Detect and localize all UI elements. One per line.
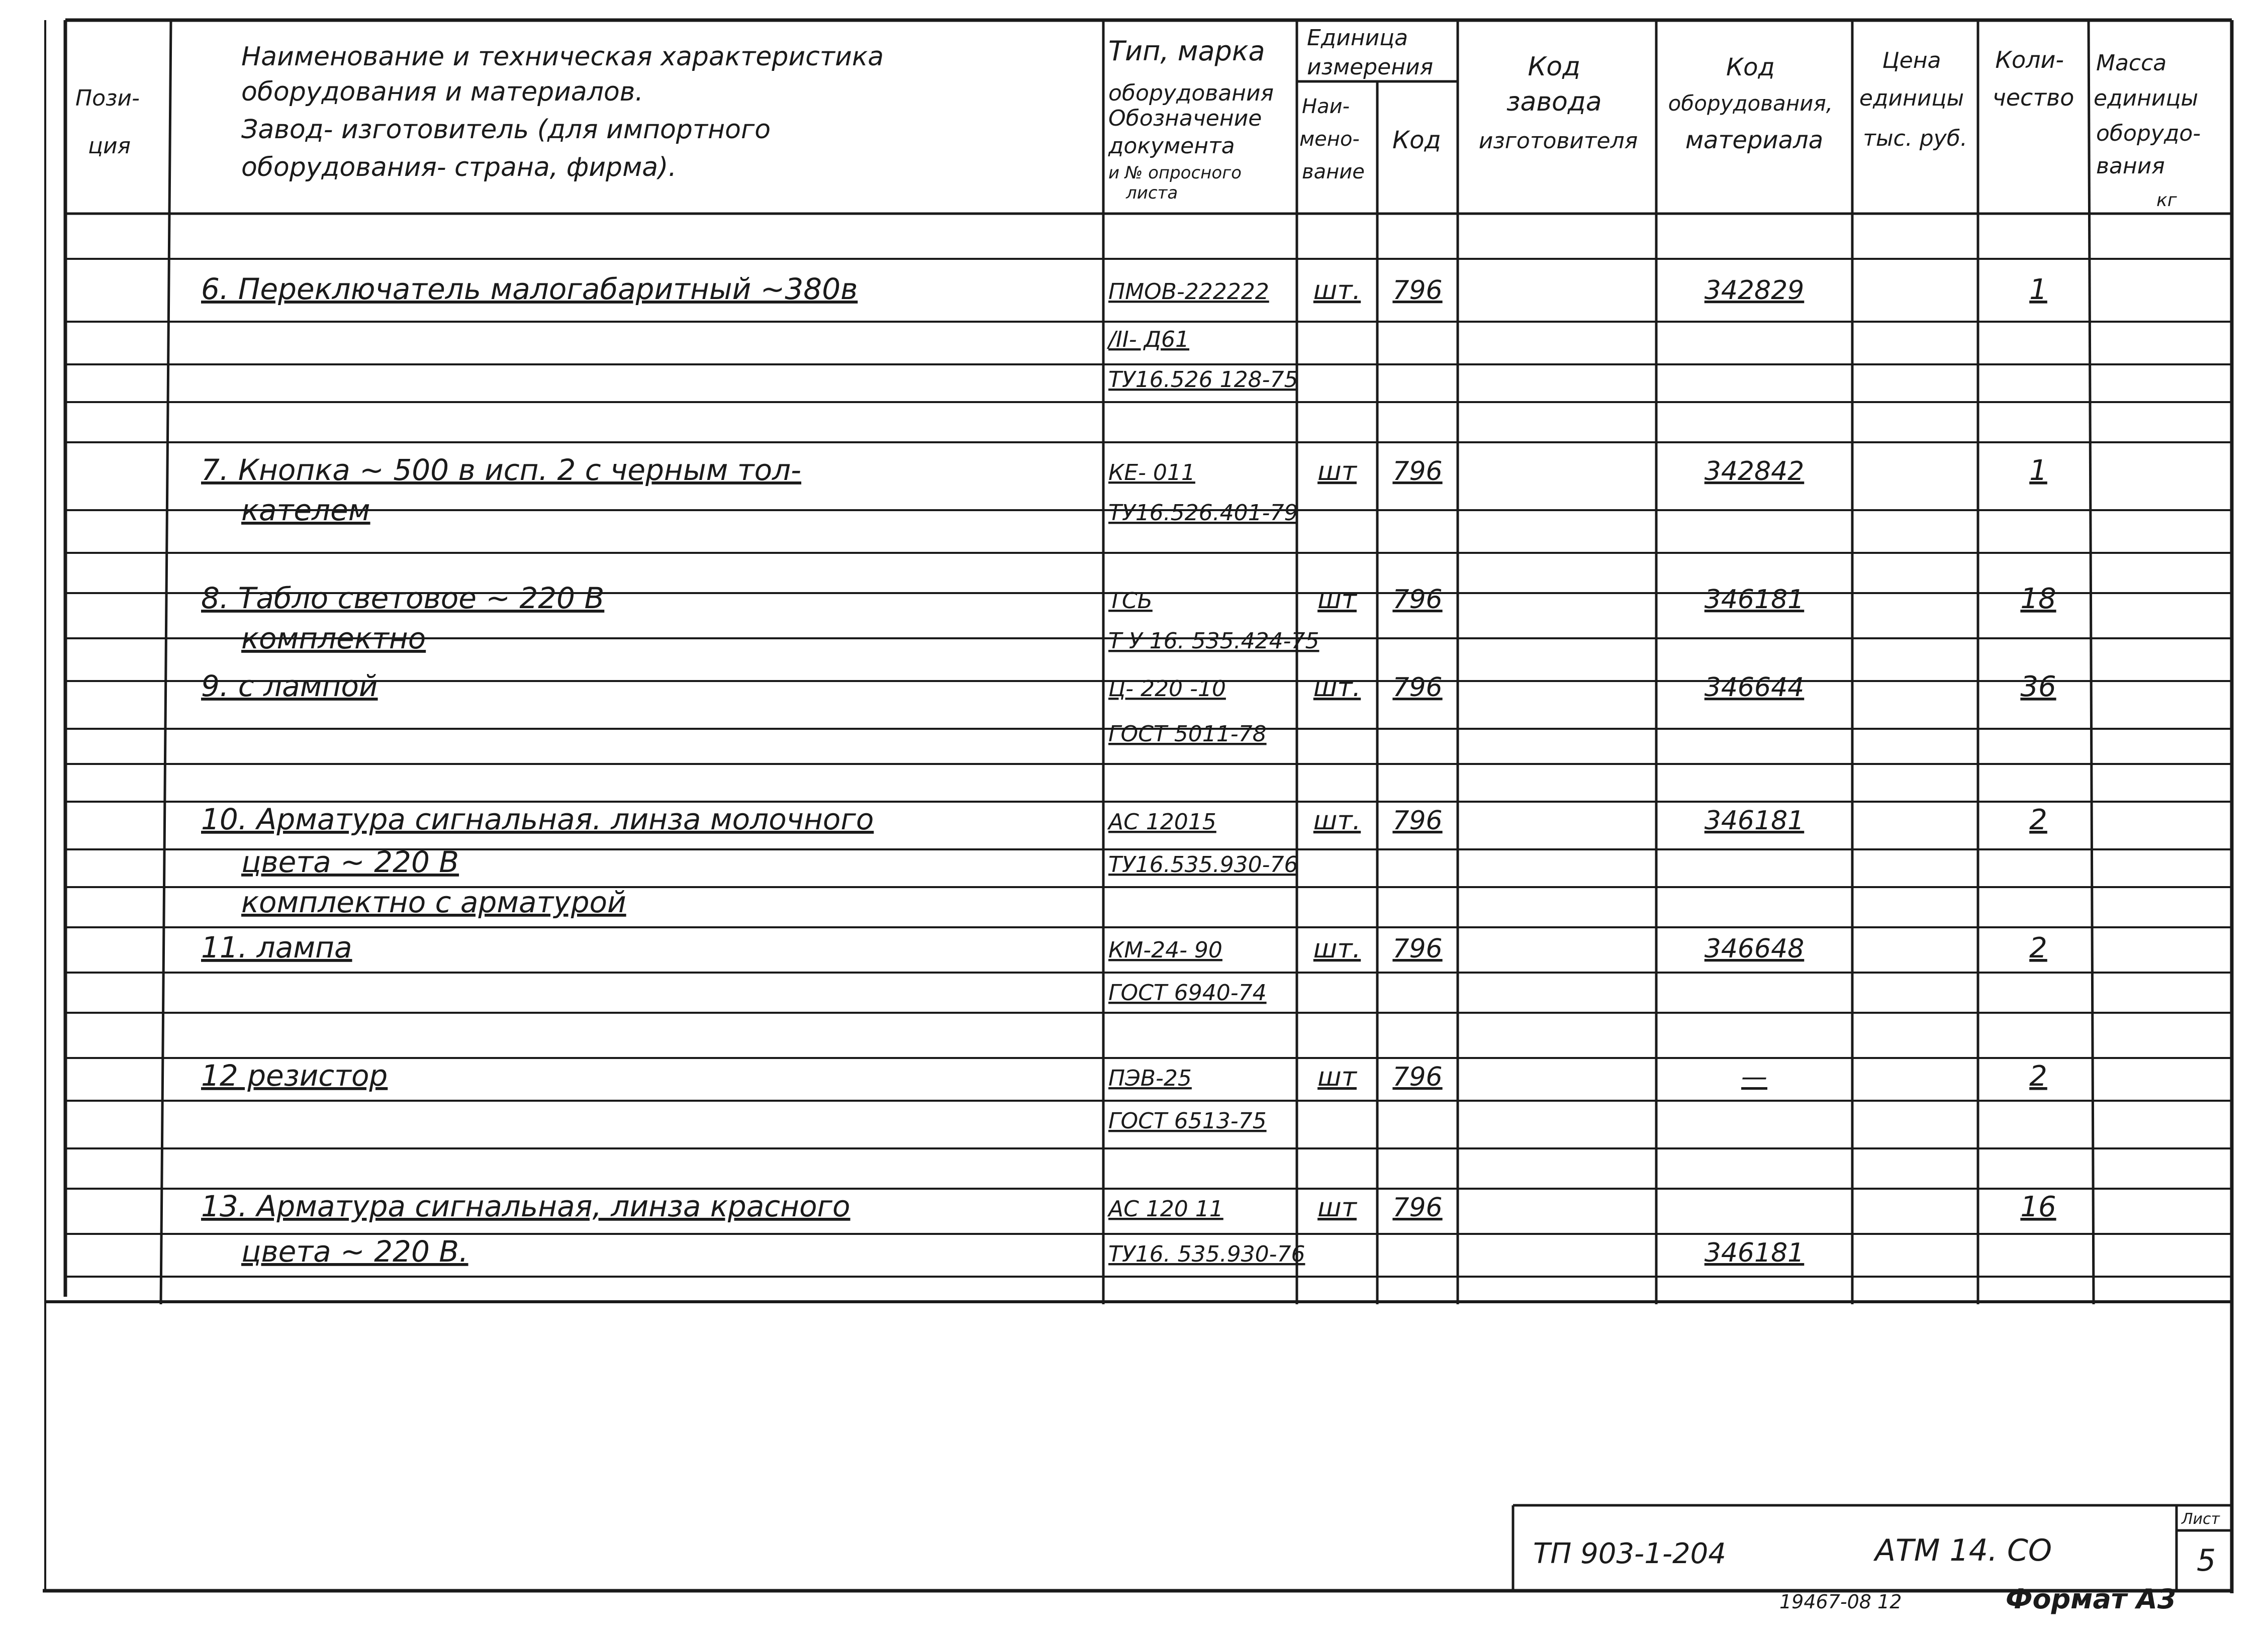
cell-qty: 2 bbox=[2029, 1060, 2047, 1093]
cell-type: АС 12015 bbox=[1108, 809, 1216, 835]
cell-unit: шт bbox=[1317, 585, 1357, 615]
stamp-format: Формат А3 bbox=[2006, 1583, 2177, 1615]
header-name: Наименование и техническая характеристика оборудования и материалов. Завод- изготовитель (для импортного оборудования- страна, фирма). bbox=[241, 42, 884, 182]
cell-type: ГОСТ 5011-78 bbox=[1108, 721, 1267, 747]
table-row bbox=[241, 885, 626, 919]
cell-name: цвета ~ 220 В bbox=[241, 845, 459, 879]
cell-qty: 1 bbox=[2029, 454, 2047, 487]
cell-ucode: 796 bbox=[1392, 275, 1443, 306]
stamp-mark: АТМ 14. СО bbox=[1875, 1533, 2052, 1568]
cell-code: 346648 bbox=[1704, 934, 1805, 964]
cell-code: 346181 bbox=[1704, 806, 1805, 836]
cell-name: 11. лампа bbox=[201, 930, 352, 965]
cell-type: /II- Д61 bbox=[1108, 327, 1190, 352]
cell-qty: 1 bbox=[2029, 273, 2047, 306]
cell-unit: шт bbox=[1317, 1062, 1357, 1092]
table-row bbox=[201, 802, 2047, 836]
cell-type: АС 120 11 bbox=[1108, 1196, 1223, 1222]
cell-ucode: 796 bbox=[1392, 585, 1443, 615]
cell-type: Т У 16. 535.424-75 bbox=[1108, 628, 1319, 654]
table-row bbox=[201, 1189, 2056, 1223]
stamp-sheet-label: Лист bbox=[2182, 1510, 2220, 1528]
header-mass: Масса единицы оборудо- вания кг bbox=[2094, 50, 2201, 211]
cell-type: ТУ16.526.401-79 bbox=[1108, 500, 1298, 526]
header-price: Цена единицы тыс. руб. bbox=[1859, 48, 1967, 151]
cell-name: 12 резистор bbox=[201, 1058, 388, 1093]
table-body bbox=[201, 272, 2056, 1269]
table-row bbox=[201, 930, 2047, 965]
stamp-sheet-number: 5 bbox=[2197, 1543, 2216, 1578]
cell-name: 6. Переключатель малогабаритный ~380в bbox=[201, 272, 858, 306]
header-position: Пози- ция bbox=[75, 85, 140, 159]
header-qty: Коли- чество bbox=[1992, 46, 2074, 111]
table-row bbox=[1108, 1108, 1267, 1134]
stamp-doc-number: ТП 903-1-204 bbox=[1533, 1537, 1726, 1570]
cell-code: 346181 bbox=[1704, 585, 1805, 615]
cell-code: 346644 bbox=[1704, 672, 1805, 703]
table-row bbox=[201, 669, 2056, 703]
cell-qty: 18 bbox=[2020, 583, 2056, 615]
cell-unit: шт. bbox=[1313, 806, 1361, 836]
cell-type: ПЭВ-25 bbox=[1108, 1066, 1192, 1091]
cell-type: КЕ- 011 bbox=[1108, 460, 1195, 486]
cell-code: 342842 bbox=[1704, 456, 1805, 487]
cell-name: комплектно с арматурой bbox=[241, 885, 626, 919]
cell-ucode: 796 bbox=[1392, 456, 1443, 487]
cell-ucode: 796 bbox=[1392, 1193, 1443, 1223]
cell-type: ТУ16.526 128-75 bbox=[1108, 367, 1298, 393]
cell-code: 346181 bbox=[1704, 1238, 1805, 1268]
cell-name: комплектно bbox=[241, 621, 426, 655]
table-row bbox=[201, 1058, 2047, 1093]
cell-ucode: 796 bbox=[1392, 806, 1443, 836]
cell-code: 342829 bbox=[1704, 275, 1805, 306]
cell-name: 9. с лампой bbox=[201, 669, 378, 703]
table-row bbox=[1108, 721, 1267, 747]
cell-qty: 16 bbox=[2020, 1191, 2056, 1223]
cell-unit: шт. bbox=[1313, 275, 1361, 306]
table-row bbox=[201, 272, 2047, 306]
cell-ucode: 796 bbox=[1392, 1062, 1443, 1092]
cell-name: 8. Табло световое ~ 220 В bbox=[201, 581, 605, 615]
cell-unit: шт bbox=[1317, 456, 1357, 487]
cell-type: Ц- 220 -10 bbox=[1108, 676, 1226, 702]
cell-type: ГОСТ 6513-75 bbox=[1108, 1108, 1267, 1134]
cell-qty: 2 bbox=[2029, 804, 2047, 836]
cell-unit: шт bbox=[1317, 1193, 1357, 1223]
cell-ucode: 796 bbox=[1392, 934, 1443, 964]
table-row bbox=[1106, 327, 1189, 352]
header-type: Тип, марка оборудования Обозначение документа и № опросного листа bbox=[1108, 35, 1274, 203]
stamp-inventory: 19467-08 12 bbox=[1779, 1591, 1902, 1613]
cell-name: 7. Кнопка ~ 500 в исп. 2 с черным тол- bbox=[201, 453, 802, 487]
table-row bbox=[201, 453, 2047, 487]
header-unit-group: Единица измерения bbox=[1307, 25, 1434, 80]
cell-qty: 36 bbox=[2020, 670, 2056, 703]
cell-type: ТУ16.535.930-76 bbox=[1108, 852, 1298, 878]
cell-code: — bbox=[1741, 1062, 1767, 1092]
cell-unit: шт. bbox=[1313, 934, 1361, 964]
cell-name: 13. Арматура сигнальная, линза красного bbox=[201, 1189, 850, 1223]
cell-type: КМ-24- 90 bbox=[1108, 937, 1222, 963]
cell-qty: 2 bbox=[2029, 932, 2047, 965]
title-block bbox=[1513, 1505, 2232, 1615]
cell-type: ТСБ bbox=[1108, 588, 1153, 614]
header-unit-name: Наи- мено- вание bbox=[1299, 95, 1365, 183]
table-row bbox=[241, 1234, 1804, 1269]
header-unit-code: Код bbox=[1392, 126, 1441, 154]
cell-unit: шт. bbox=[1313, 672, 1361, 703]
cell-ucode: 796 bbox=[1392, 672, 1443, 703]
cell-name: 10. Арматура сигнальная. линза молочного bbox=[201, 802, 874, 836]
table-header bbox=[75, 25, 2208, 211]
cell-name: цвета ~ 220 В. bbox=[241, 1234, 468, 1269]
cell-type: ПМОВ-222222 bbox=[1108, 279, 1269, 305]
header-plant-code: Код завода изготовителя bbox=[1478, 52, 1638, 154]
cell-name: кателем bbox=[241, 493, 370, 527]
cell-type: ТУ16. 535.930-76 bbox=[1108, 1241, 1305, 1267]
cell-type: ГОСТ 6940-74 bbox=[1108, 980, 1267, 1006]
table-row bbox=[1108, 367, 1298, 393]
table-row bbox=[201, 581, 2056, 615]
table-row bbox=[1108, 980, 1267, 1006]
header-equip-code: Код оборудования, материала bbox=[1668, 53, 1833, 154]
